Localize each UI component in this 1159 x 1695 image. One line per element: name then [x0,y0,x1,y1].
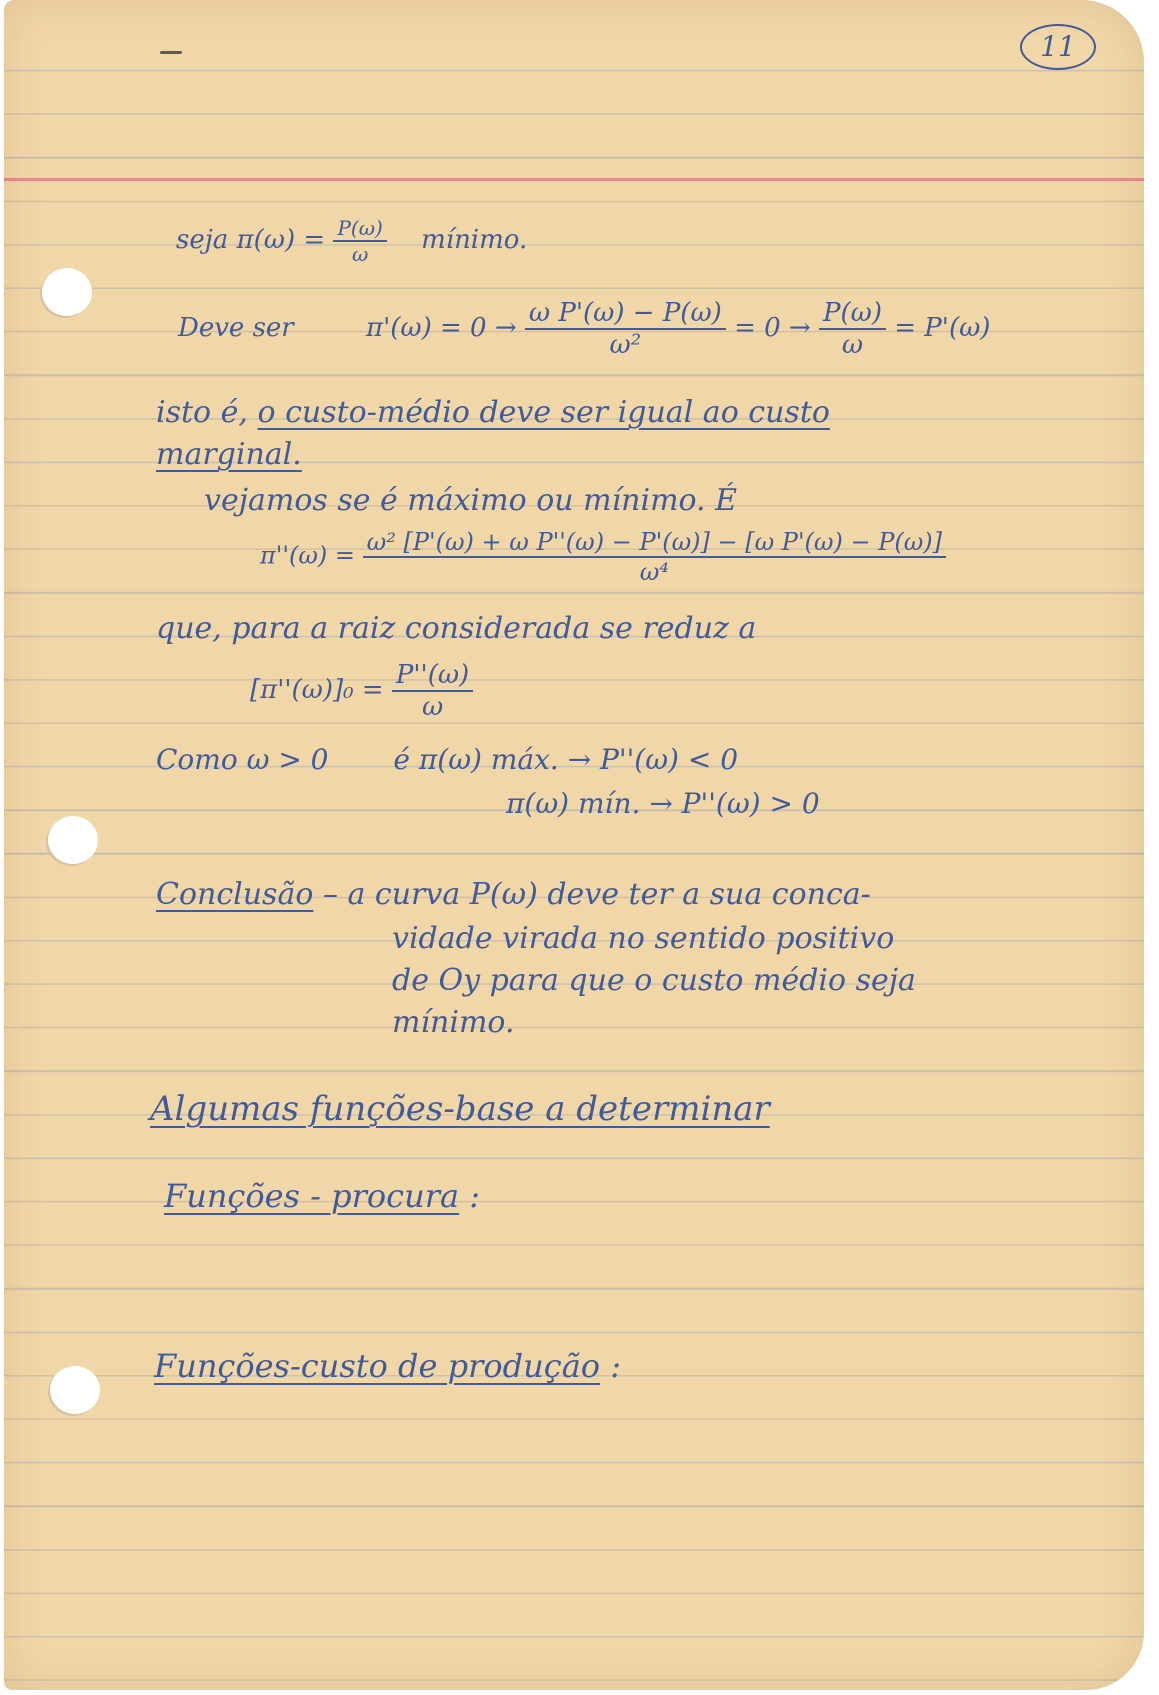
fraction [363,530,946,584]
punch-hole [50,1366,100,1414]
line-14: mínimo. [392,1005,515,1040]
denominator: ω [421,692,444,722]
subheading-custo [154,1347,621,1385]
fraction [525,300,726,358]
notebook-page [4,0,1144,1690]
page-number: 11 [1020,24,1096,70]
fraction [819,300,886,358]
denominator: ω² [609,330,642,360]
math: é π(ω) máx. → P''(ω) < 0 [393,743,739,776]
line-2 [178,300,990,358]
line-10: π(ω) mín. → P''(ω) > 0 [506,787,820,820]
fraction [392,662,473,720]
section-heading: Algumas funções-base a determinar [150,1089,770,1129]
text: : [469,1177,481,1215]
math: = P'(ω) [894,313,991,343]
text: – a curva P(ω) deve ter a sua conca- [322,877,871,912]
line-13: de Oy para que o custo médio seja [392,963,916,998]
line-1 [176,218,527,264]
numerator: ω P'(ω) − P(ω) [525,300,726,330]
ink-mark [160,51,182,54]
numerator: P(ω) [333,218,386,242]
text: Como ω > 0 [156,743,329,776]
denominator: ω [351,242,369,266]
line-11 [156,877,871,912]
underlined-text: Funções-custo de produção [154,1347,601,1385]
denominator: ω⁴ [639,558,669,586]
math: = 0 → [734,313,811,343]
text: mínimo. [421,225,528,255]
line-3 [156,395,830,430]
line-8 [250,662,473,720]
line-7: que, para a raiz considerada se reduz a [156,611,757,646]
text: isto é, [156,395,248,430]
math: π''(ω) = [260,541,356,570]
math: [π''(ω)]₀ = [250,675,384,705]
numerator: P(ω) [819,300,886,330]
text: Deve ser [178,313,294,343]
text: seja π(ω) = [176,225,326,255]
fraction [333,218,386,264]
line-5: vejamos se é máximo ou mínimo. É [204,483,738,518]
math: π'(ω) = 0 → [366,313,517,343]
punch-hole [42,268,92,316]
subheading-procura [164,1177,481,1215]
underlined-text: Funções - procura [164,1177,460,1215]
line-4: marginal. [156,437,302,472]
text: : [610,1347,621,1385]
line-9 [156,743,739,776]
underlined-text: o custo-médio deve ser igual ao custo [257,395,830,430]
punch-hole [48,816,98,864]
numerator: P''(ω) [392,662,473,692]
line-6 [260,530,946,584]
underlined-text: Conclusão [156,877,314,912]
denominator: ω [841,330,864,360]
numerator: ω² [P'(ω) + ω P''(ω) − P'(ω)] − [ω P'(ω) − P(ω)] [363,530,946,558]
line-12: vidade virada no sentido positivo [392,921,895,956]
